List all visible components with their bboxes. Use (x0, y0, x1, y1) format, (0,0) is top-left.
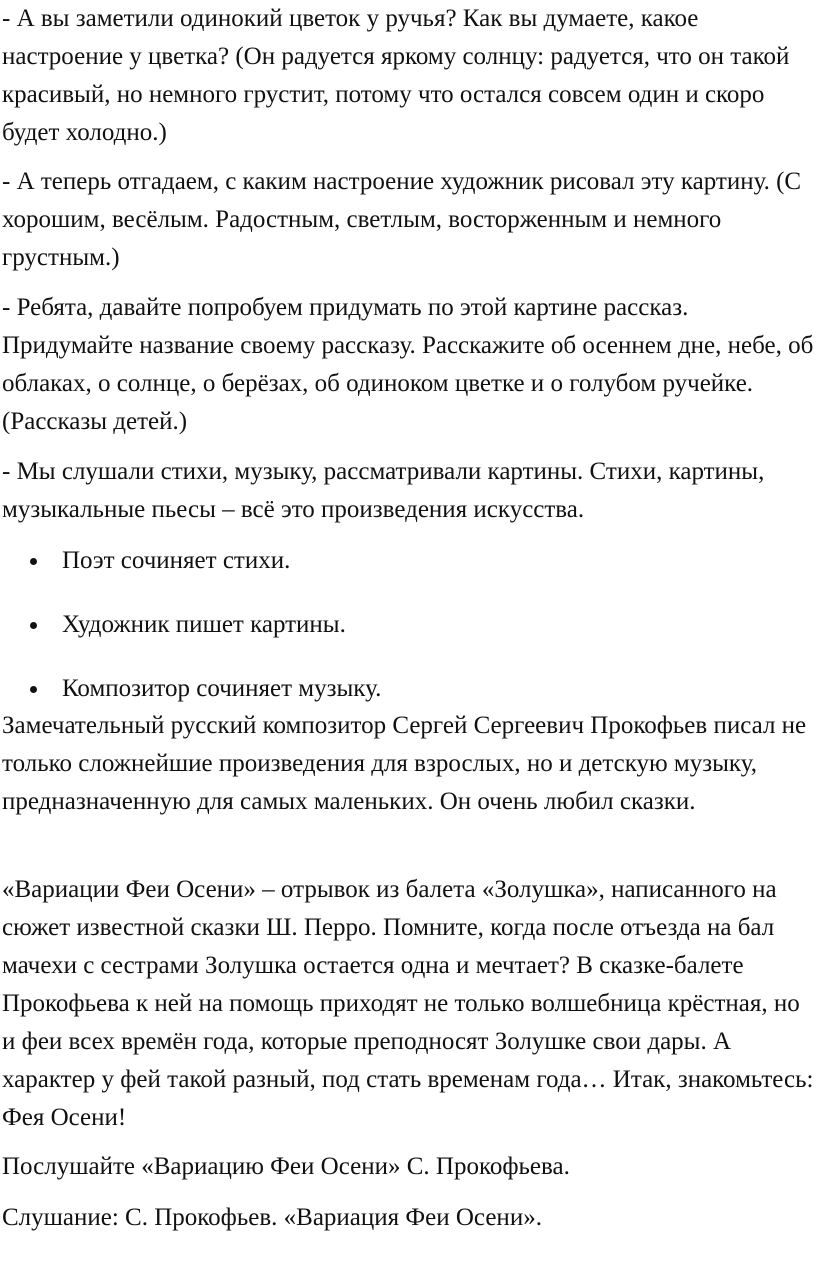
paragraph-listening-title: Слушание: С. Прокофьев. «Вариация Феи Осени». (2, 1204, 542, 1231)
bullet-icon (30, 558, 37, 565)
paragraph-flower-question: - А вы заметили одинокий цветок у ручья? Как вы думаете, какое настроение у цветка? (Он радуется яркому солнцу: радуется, что он такой красивый, но немного грустит, потому что остался совсем один и скоро будет холодно.) (2, 5, 790, 146)
list-item-text: Композитор сочиняет музыку. (62, 675, 382, 702)
paragraph-listen-invite: Послушайте «Вариацию Феи Осени» С. Прокофьева. (2, 1153, 570, 1180)
list-item-text: Художник пишет картины. (62, 611, 346, 638)
list-item (0, 670, 816, 708)
list-item (0, 606, 816, 644)
paragraph-story-task: - Ребята, давайте попробуем придумать по этой картине рассказ. Придумайте название своему рассказу. Расскажите об осеннем дне, небе, об облаках, о солнце, о берёзах, об одиноком цветке и о голубом ручейке. (Рассказы детей.) (2, 294, 814, 435)
paragraph-artist-mood: - А теперь отгадаем, с каким настроение художник рисовал эту картину. (С хорошим, весёлым. Радостным, светлым, восторженным и немного грустным.) (2, 168, 802, 271)
paragraph-prokofiev-intro: Замечательный русский композитор Сергей Сергеевич Прокофьев писал не только сложнейшие произведения для взрослых, но и детскую музыку, предназначенную для самых маленьких. Он очень любил сказки. (2, 712, 807, 815)
arts-bullet-list (0, 542, 816, 734)
bullet-icon (30, 686, 37, 693)
paragraph-arts-summary: - Мы слушали стихи, музыку, рассматривали картины. Стихи, картины, музыкальные пьесы – всё это произведения искусства. (2, 458, 765, 523)
paragraph-cinderella-ballet: «Вариации Феи Осени» – отрывок из балета «Золушка», написанного на сюжет известной сказки Ш. Перро. Помните, когда после отъезда на бал мачехи с сестрами Золушка остается одна и мечтает? В сказке-балете Прокофьева к ней на помощь приходят не только волшебница крёстная, но и феи всех времён года, которые преподносят Золушке свои дары. А характер у фей такой разный, под стать временам года… Итак, знакомьтесь: Фея Осени! (2, 876, 814, 1131)
bullet-icon (30, 622, 37, 629)
list-item-text: Поэт сочиняет стихи. (62, 547, 291, 574)
list-item (0, 542, 816, 580)
